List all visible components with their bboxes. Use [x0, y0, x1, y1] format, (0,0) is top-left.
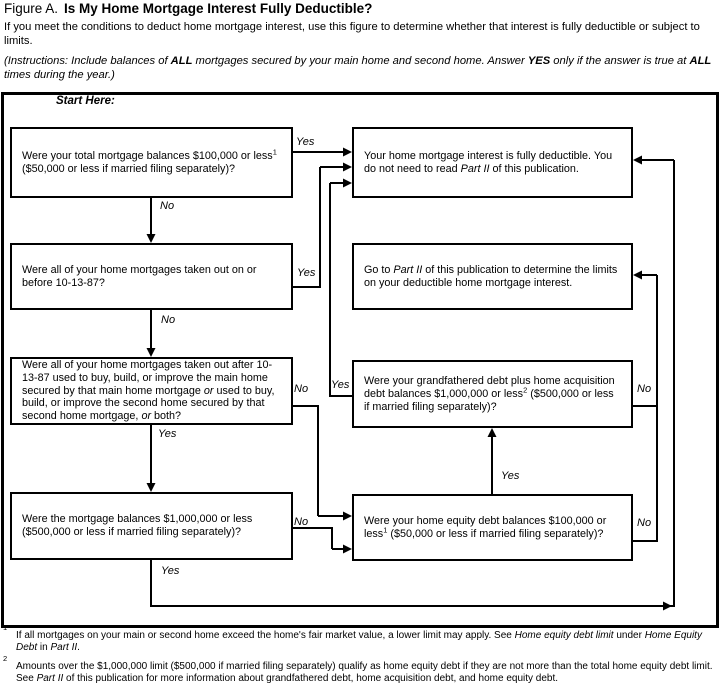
connector-q1-no-down [147, 198, 156, 243]
instructions-paragraph: (Instructions: Include balances of ALL mortgages secured by your main home and second home. Answer YES only if the answer is true at ALL times during the year.) [4, 55, 712, 81]
connector-q1-yes-right [293, 148, 352, 157]
connector-q3-no-to-q6 [293, 405, 352, 521]
start-here-label: Start Here: [56, 95, 115, 107]
connector-q2-no-down [147, 310, 156, 357]
label-q1-no: No [160, 200, 175, 212]
label-q2-yes: Yes [297, 267, 316, 279]
label-q1-yes: Yes [296, 136, 315, 148]
box-q3-after-10-13-87-use [10, 357, 293, 425]
box-q5-grandfathered-debt [352, 360, 633, 428]
label-q4-yes: Yes [161, 565, 180, 577]
connector-q4-no-to-q6 [293, 527, 352, 554]
footnote-1-text: If all mortgages on your main or second home exceed the home's fair market value, a lower limit may apply. See Home equity debt limit under Home Equity Debt in Part II. [16, 630, 702, 654]
box-q6-home-equity-debt [352, 494, 633, 561]
box-r2-text: Go to Part II of this publication to determine the limits on your deductible home mortgage interest. [364, 263, 618, 289]
footnote-1 [3, 630, 717, 655]
label-q5-yes: Yes [331, 379, 350, 391]
box-q4-million-limit [10, 492, 293, 560]
label-q3-yes: Yes [158, 428, 177, 440]
intro-paragraph: If you meet the conditions to deduct home mortgage interest, use this figure to determine whether that interest is fully deductible or subject to limits. [4, 21, 700, 47]
box-q2-text: Were all of your home mortgages taken out on or before 10-13-87? [22, 263, 257, 289]
label-q6-yes: Yes [501, 470, 520, 482]
connector-q5-yes-riser [330, 179, 352, 398]
box-q5-text: Were your grandfathered debt plus home acquisition debt balances $1,000,000 or less$^2$ ($500,000 or less if married filing separately)? [364, 374, 615, 413]
connector-no-riser-to-r2 [633, 271, 657, 543]
footnote-2-text: Amounts over the $1,000,000 limit ($500,000 if married filing separately) qualify as home equity debt if they are not more than the total home equity debt limit. See Part II of this publication for more information about grandfathered debt, home acquisition debt, and home equity debt. [16, 661, 713, 685]
box-q3-text: Were all of your home mortgages taken out after 10-13-87 used to buy, build, or improve the main home secured by that main home mortgage or used to buy, build, or improve the second home secured by that second home mortgage, or both? [22, 359, 275, 423]
figure-title: Is My Home Mortgage Interest Fully Deductible? [64, 1, 373, 16]
box-q4-text: Were the mortgage balances $1,000,000 or less ($500,000 or less if married filing separately)? [22, 513, 253, 538]
box-q1-text: Were your total mortgage balances $100,000 or less$^1$ ($50,000 or less if married filing separately)? [22, 146, 277, 175]
figure-label: Figure A. [4, 1, 59, 16]
footnote-2: 2 Amounts over the $1,000,000 limit ($500,000 if married filing separately) qualify as home equity debt if they are not more than the total home equity debt limit. See Part II of this publication for more information about grandfathered debt, home acquisition debt, and home equity debt. [3, 661, 717, 686]
label-q2-no: No [161, 314, 176, 326]
box-result-go-to-part2 [352, 243, 633, 310]
box-q6-text: Were your home equity debt balances $100,000 or less$^1$ ($50,000 or less if married filing separately)? [364, 514, 607, 540]
box-result-fully-deductible [352, 127, 633, 198]
label-q4-no: No [294, 516, 309, 528]
label-q5-no: No [637, 383, 652, 395]
connector-q6-yes-up [488, 428, 497, 494]
label-q6-no: No [637, 517, 652, 529]
box-q2-before-10-13-87 [10, 243, 293, 310]
box-r1-text: Your home mortgage interest is fully deductible. You do not need to read Part II of this publication. [364, 149, 613, 175]
box-q1-total-balances [10, 127, 293, 198]
label-q3-no: No [294, 383, 309, 395]
connector-q3-yes-down [147, 425, 156, 492]
